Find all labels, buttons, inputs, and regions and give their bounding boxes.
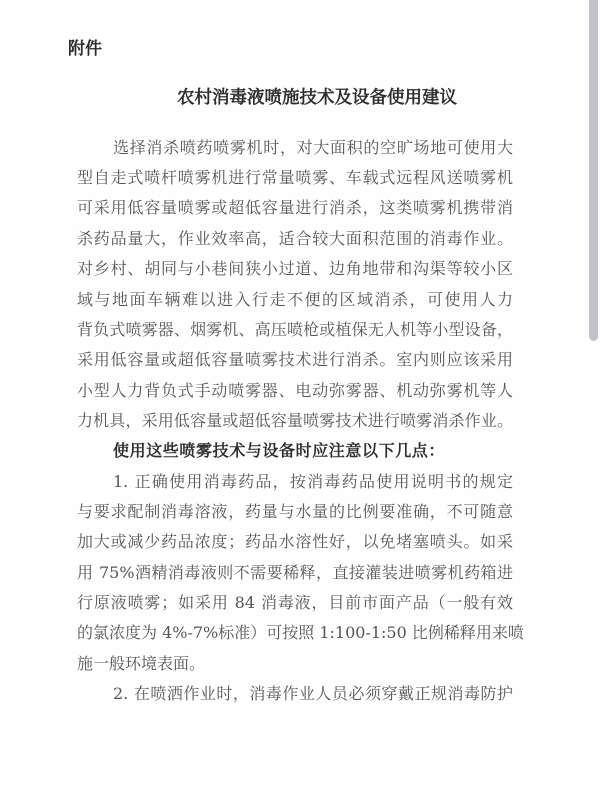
body-line: 背负式喷雾器、烟雾机、高压喷枪或植保无人机等小型设备， [77,320,513,339]
section-heading: 使用这些喷雾技术与设备时应注意以下几点： [113,441,446,460]
document-title: 农村消毒液喷施技术及设备使用建议 [177,88,457,108]
body-line: 加大或减少药品浓度；药品水溶性好，以免堵塞喷头。如采 [77,532,513,551]
body-line: 杀药品量大，作业效率高，适合较大面积范围的消毒作业。 [77,229,513,248]
body-line: 小型人力背负式手动喷雾器、电动弥雾器、机动弥雾机等人 [77,381,513,400]
vertical-scrollbar[interactable] [589,0,598,341]
body-line: 采用低容量或超低容量喷雾技术进行消杀。室内则应该采用 [77,350,513,369]
body-line: 可采用低容量喷雾或超低容量进行消杀，这类喷雾机携带消 [77,198,513,217]
body-line: 域与地面车辆难以进入行走不便的区域消杀，可使用人力 [77,290,513,309]
attachment-label: 附件 [68,39,102,59]
body-line: 的氯浓度为 4%-7%标准）可按照 1:100-1:50 比例稀释用来喷 [77,623,524,642]
body-line: 用 75%酒精消毒液则不需要稀释，直接灌装进喷雾机药箱进 [77,563,513,582]
body-line: 对乡村、胡同与小巷间狭小过道、边角地带和沟渠等较小区 [77,259,513,278]
body-line: 行原液喷雾；如采用 84 消毒液，目前市面产品（一般有效 [77,593,513,612]
body-line: 2. 在喷洒作业时，消毒作业人员必须穿戴正规消毒防护 [113,684,513,703]
body-line: 与要求配制消毒溶液，药量与水量的比例要准确，不可随意 [77,502,513,521]
body-line: 施一般环境表面。 [77,654,206,673]
body-line: 选择消杀喷药喷雾机时，对大面积的空旷场地可使用大 [113,138,513,157]
body-line: 型自走式喷杆喷雾机进行常量喷雾、车载式远程风送喷雾机 [77,168,513,187]
body-line: 1. 正确使用消毒药品，按消毒药品使用说明书的规定 [113,472,513,491]
body-line: 力机具，采用低容量或超低容量喷雾技术进行喷雾消杀作业。 [77,411,513,430]
